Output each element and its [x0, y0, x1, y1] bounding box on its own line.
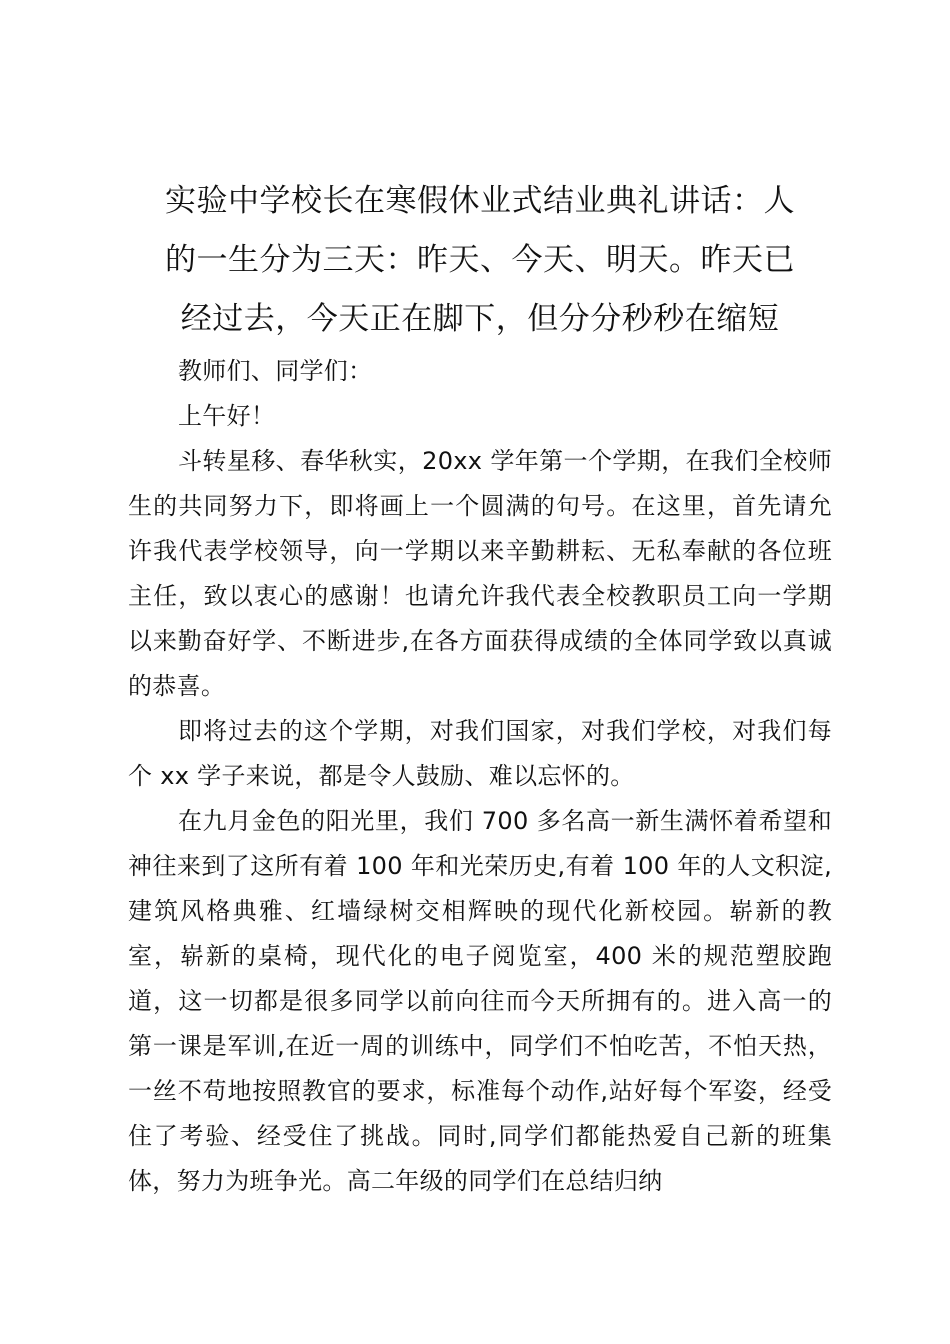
paragraph: 在九月金色的阳光里，我们 700 多名高一新生满怀着希望和神往来到了这所有着 100 年和光荣历史,有着 100 年的人文积淀,建筑风格典雅、红墙绿树交相辉映的现代化新校园。崭新的教室，崭新的桌椅，现代化的电子阅览室，400 米的规范塑胶跑道，这一切都是很多同学以前向往而今天所拥有的。进入高一的第一课是军训,在近一周的训练中，同学们不怕吃苦，不怕天热，一丝不苟地按照教官的要求，标准每个动作,站好每个军姿，经受住了考验、经受住了挑战。同时,同学们都能热爱自己新的班集体，努力为班争光。高二年级的同学们在总结归纳	[128, 807, 832, 1195]
document-body	[128, 349, 832, 1204]
paragraph: 即将过去的这个学期，对我们国家，对我们学校，对我们每个 xx 学子来说，都是令人鼓励、难以忘怀的。	[128, 717, 832, 790]
title-line-3: 经过去，今天正在脚下，但分分秒秒在缩短	[180, 301, 780, 337]
title-line-1: 实验中学校长在寒假休业式结业典礼讲话：人	[165, 183, 795, 219]
paragraph: 斗转星移、春华秋实，20xx 学年第一个学期，在我们全校师生的共同努力下，即将画上一个圆满的句号。在这里，首先请允许我代表学校领导，向一学期以来辛勤耕耘、无私奉献的各位班主任，致以衷心的感谢！也请允许我代表全校教职员工向一学期以来勤奋好学、不断进步,在各方面获得成绩的全体同学致以真诚的恭喜。	[128, 447, 832, 700]
document-title	[128, 172, 832, 349]
greeting: 上午好！	[178, 402, 276, 430]
title-line-2: 的一生分为三天：昨天、今天、明天。昨天已	[165, 242, 795, 278]
salutation: 教师们、同学们：	[178, 357, 373, 385]
document-page	[128, 172, 832, 1204]
